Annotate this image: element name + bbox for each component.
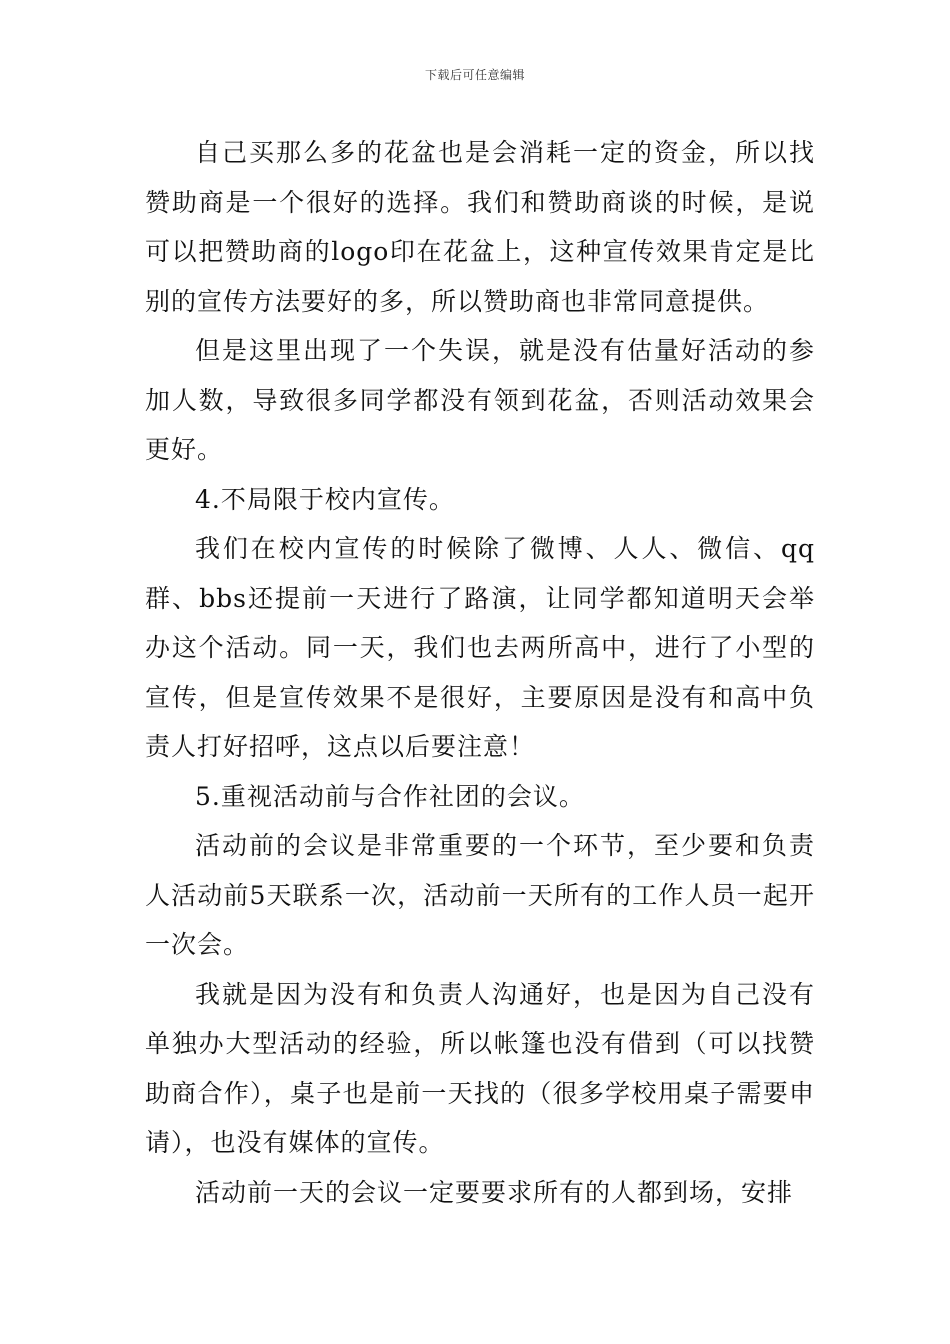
heading-point-5: 5.重视活动前与合作社团的会议。 [195,781,585,811]
paragraph-communication: 我就是因为没有和负责人沟通好，也是因为自己没有单独办大型活动的经验，所以帐篷也没有借到（可以找赞助商合作），桌子也是前一天找的（很多学校用桌子需要申请），也没有媒体的宣传。 [145,979,815,1157]
paragraph-meeting: 活动前的会议是非常重要的一个环节，至少要和负责人活动前5天联系一次，活动前一天所有的工作人员一起开一次会。 [145,831,815,959]
heading-point-4: 4.不局限于校内宣传。 [195,484,455,514]
paragraph-promotion: 我们在校内宣传的时候除了微博、人人、微信、qq群、bbs还提前一天进行了路演，让同学都知道明天会举办这个活动。同一天，我们也去两所高中，进行了小型的宣传，但是宣传效果不是很好，主要原因是没有和高中负责人打好招呼，这点以后要注意！ [145,534,815,761]
page-header: 下载后可任意编辑 [424,68,525,82]
paragraph-attendance: 活动前一天的会议一定要要求所有的人都到场，安排 [195,1177,794,1207]
paragraph-mistake: 但是这里出现了一个失误，就是没有估量好活动的参加人数，导致很多同学都没有领到花盆，否则活动效果会更好。 [145,336,815,464]
paragraph-sponsor: 自己买那么多的花盆也是会消耗一定的资金，所以找赞助商是一个很好的选择。我们和赞助商谈的时候，是说可以把赞助商的logo印在花盆上，这种宣传效果肯定是比别的宣传方法要好的多，所以赞助商也非常同意提供。 [145,138,815,316]
document-body [145,128,815,1217]
